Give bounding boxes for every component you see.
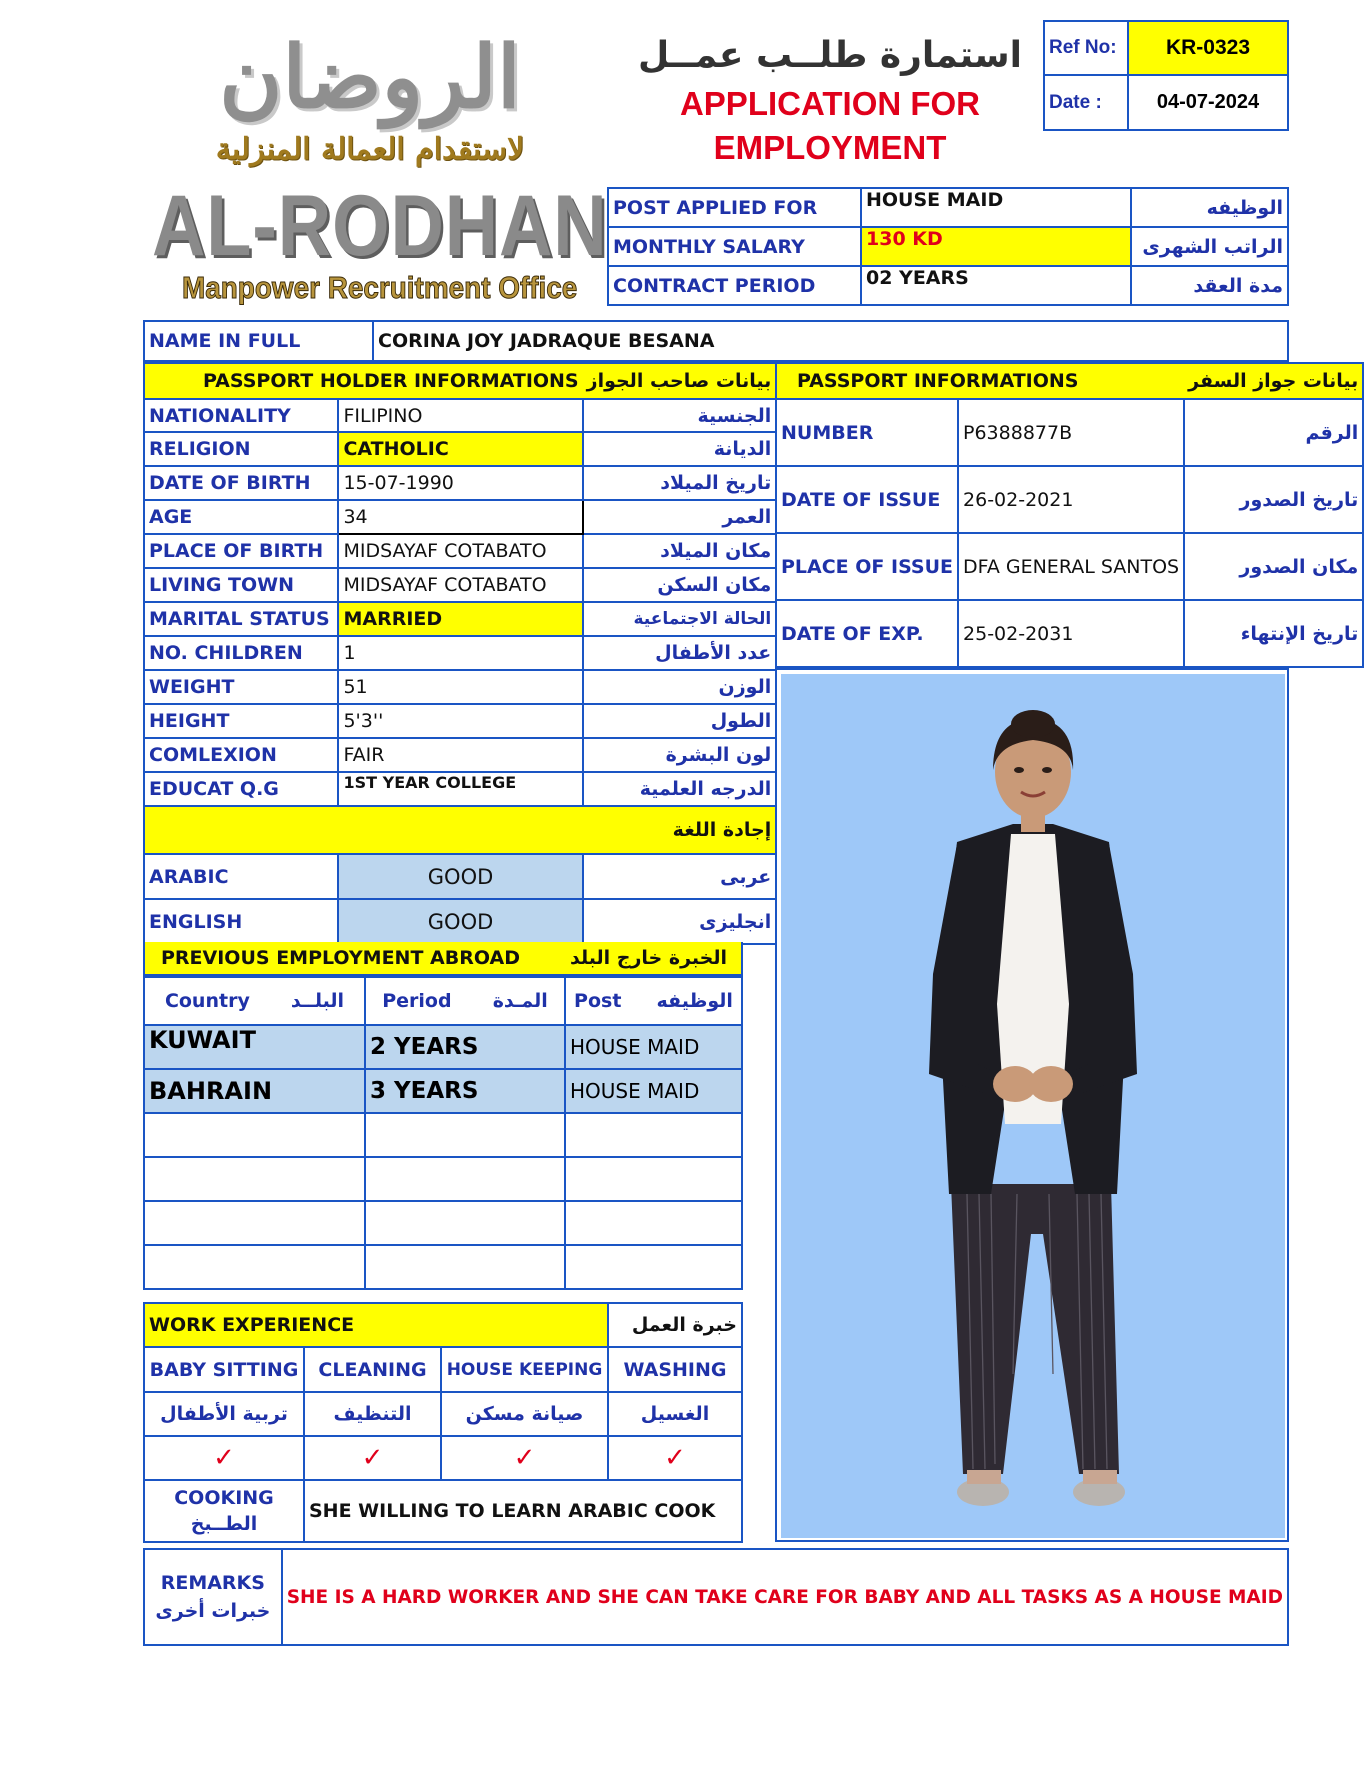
arabic-language-label: ARABIC: [144, 854, 338, 899]
place-of-issue-label-arabic: مكان الصدور: [1184, 533, 1363, 600]
logo-arabic-subtitle: لاستقدام العمالة المنزلية: [215, 132, 525, 167]
passport-number-label: NUMBER: [776, 399, 958, 466]
remarks-table: [143, 1548, 1289, 1646]
table-row: [144, 1157, 742, 1201]
col-post-label-arabic: الوظيفه: [656, 990, 733, 1012]
date-of-issue-value: 26-02-2021: [958, 466, 1184, 533]
work-experience-title-arabic: خبرة العمل: [608, 1303, 742, 1347]
contract-value: 02 YEARS: [861, 266, 1131, 305]
living-town-value: MIDSAYAF COTABATO: [338, 568, 582, 602]
passport-title-arabic: بيانات جواز السفر: [1184, 363, 1363, 399]
contract-label-arabic: مدة العقد: [1131, 266, 1288, 305]
post-label: POST APPLIED FOR: [608, 188, 861, 227]
ref-no-label: Ref No:: [1044, 21, 1128, 75]
weight-label: WEIGHT: [144, 670, 338, 704]
applicant-photo: [775, 668, 1289, 1542]
check-icon: ✓: [144, 1436, 304, 1480]
salary-value: 130 KD: [861, 227, 1131, 266]
dob-value: 15-07-1990: [338, 466, 582, 500]
name-label: NAME IN FULL: [144, 321, 373, 361]
contract-label: CONTRACT PERIOD: [608, 266, 861, 305]
previous-employment-table: [143, 976, 743, 1290]
religion-label: RELIGION: [144, 432, 338, 466]
children-label: NO. CHILDREN: [144, 636, 338, 670]
empty-cell: [365, 1157, 565, 1201]
table-row: [144, 1069, 742, 1113]
date-value: 04-07-2024: [1128, 75, 1288, 130]
empty-cell: [365, 1245, 565, 1289]
nationality-value: FILIPINO: [338, 399, 582, 432]
previous-country: BAHRAIN: [144, 1069, 365, 1113]
reference-table: [1043, 20, 1289, 131]
place-of-issue-label: PLACE OF ISSUE: [776, 533, 958, 600]
col-country-label-arabic: البلــد: [290, 990, 345, 1012]
language-title-arabic: إجادة اللغة: [144, 806, 776, 854]
name-value: CORINA JOY JADRAQUE BESANA: [373, 321, 1288, 361]
form-title-english-line1: APPLICATION FOR: [679, 85, 981, 122]
education-label-arabic: الدرجه العلمية: [583, 772, 777, 806]
post-value: HOUSE MAID: [861, 188, 1131, 227]
check-icon: ✓: [441, 1436, 608, 1480]
passport-table: [775, 362, 1364, 668]
age-label-arabic: العمر: [583, 500, 777, 534]
previous-post: HOUSE MAID: [565, 1069, 742, 1113]
name-table: [143, 320, 1289, 362]
col-country: [144, 977, 365, 1025]
cooking-label: COOKING: [174, 1487, 274, 1509]
applicant-photo-image: [781, 674, 1285, 1538]
passport-number-value: P6388877B: [958, 399, 1184, 466]
height-value: 5'3'': [338, 704, 582, 738]
empty-cell: [144, 1157, 365, 1201]
date-label: Date :: [1044, 75, 1128, 130]
english-language-label: ENGLISH: [144, 899, 338, 944]
empty-cell: [144, 1245, 365, 1289]
logo-arabic-name: الروضان: [219, 27, 521, 128]
col-period-label-arabic: المـدة: [492, 990, 548, 1012]
empty-cell: [565, 1157, 742, 1201]
table-row: [144, 1113, 742, 1157]
date-of-expiry-label-arabic: تاريخ الإنتهاء: [1184, 600, 1363, 667]
date-of-expiry-label: DATE OF EXP.: [776, 600, 958, 667]
holder-title-arabic: بيانات صاحب الجواز: [583, 363, 777, 399]
marital-status-value: MARRIED: [338, 602, 582, 636]
remarks-label-arabic: خبرات أخرى: [155, 1600, 271, 1622]
remarks-label: REMARKS: [160, 1572, 265, 1594]
skill-cleaning: CLEANING: [304, 1347, 441, 1392]
place-of-birth-label-arabic: مكان الميلاد: [583, 534, 777, 568]
education-value: 1ST YEAR COLLEGE: [338, 772, 582, 806]
skill-washing-arabic: الغسيل: [608, 1392, 742, 1436]
empty-cell: [365, 1201, 565, 1245]
skill-house-keeping: HOUSE KEEPING: [441, 1347, 608, 1392]
children-label-arabic: عدد الأطفال: [583, 636, 777, 670]
date-of-issue-label: DATE OF ISSUE: [776, 466, 958, 533]
table-row: [144, 1201, 742, 1245]
place-of-issue-value: DFA GENERAL SANTOS: [958, 533, 1184, 600]
english-language-value: GOOD: [338, 899, 582, 944]
religion-value: CATHOLIC: [338, 432, 582, 466]
company-logo: [140, 27, 608, 308]
arabic-language-value: GOOD: [338, 854, 582, 899]
logo-english-name: AL-RODHAN: [152, 178, 608, 274]
nationality-label-arabic: الجنسية: [583, 399, 777, 432]
skill-baby-sitting: BABY SITTING: [144, 1347, 304, 1392]
passport-number-label-arabic: الرقم: [1184, 399, 1363, 466]
marital-status-label-arabic: الحالة الاجتماعية: [583, 602, 777, 636]
skill-washing: WASHING: [608, 1347, 742, 1392]
form-title: [620, 30, 1040, 180]
salary-label-arabic: الراتب الشهرى: [1131, 227, 1288, 266]
dob-label: DATE OF BIRTH: [144, 466, 338, 500]
religion-label-arabic: الديانة: [583, 432, 777, 466]
cooking-value: SHE WILLING TO LEARN ARABIC COOK: [304, 1480, 742, 1542]
date-of-expiry-value: 25-02-2031: [958, 600, 1184, 667]
marital-status-label: MARITAL STATUS: [144, 602, 338, 636]
logo-english-subtitle: Manpower Recruitment Office: [182, 270, 578, 305]
table-row: [144, 1025, 742, 1069]
date-of-issue-label-arabic: تاريخ الصدور: [1184, 466, 1363, 533]
col-period: [365, 977, 565, 1025]
remarks-value: SHE IS A HARD WORKER AND SHE CAN TAKE CARE FOR BABY AND ALL TASKS AS A HOUSE MAID: [282, 1549, 1288, 1645]
post-table: [607, 187, 1289, 306]
previous-employment-title: PREVIOUS EMPLOYMENT ABROAD: [161, 947, 520, 969]
skill-cleaning-arabic: التنظيف: [304, 1392, 441, 1436]
skill-baby-sitting-arabic: تربية الأطفال: [144, 1392, 304, 1436]
height-label: HEIGHT: [144, 704, 338, 738]
col-country-label: Country: [164, 990, 250, 1012]
complexion-value: FAIR: [338, 738, 582, 772]
english-language-label-arabic: انجليزى: [583, 899, 777, 944]
previous-post: HOUSE MAID: [565, 1025, 742, 1069]
cooking-label-cell: [144, 1480, 304, 1542]
col-period-label: Period: [382, 990, 452, 1012]
salary-label: MONTHLY SALARY: [608, 227, 861, 266]
empty-cell: [365, 1113, 565, 1157]
previous-employment-header: [143, 942, 743, 976]
col-post: [565, 977, 742, 1025]
height-label-arabic: الطول: [583, 704, 777, 738]
arabic-language-label-arabic: عربى: [583, 854, 777, 899]
education-label: EDUCAT Q.G: [144, 772, 338, 806]
col-post-label: Post: [574, 990, 622, 1012]
table-row: [144, 1245, 742, 1289]
holder-table: [143, 362, 777, 945]
previous-country: KUWAIT: [144, 1025, 365, 1069]
complexion-label-arabic: لون البشرة: [583, 738, 777, 772]
empty-cell: [565, 1201, 742, 1245]
form-title-arabic: استمارة طلــب عمــل: [638, 35, 1022, 76]
work-experience-title: WORK EXPERIENCE: [144, 1303, 608, 1347]
holder-title: PASSPORT HOLDER INFORMATIONS: [144, 363, 583, 399]
skill-house-keeping-arabic: صيانة مسكن: [441, 1392, 608, 1436]
complexion-label: COMLEXION: [144, 738, 338, 772]
dob-label-arabic: تاريخ الميلاد: [583, 466, 777, 500]
empty-cell: [565, 1245, 742, 1289]
passport-title: PASSPORT INFORMATIONS: [776, 363, 1184, 399]
age-label: AGE: [144, 500, 338, 534]
check-icon: ✓: [304, 1436, 441, 1480]
work-experience-table: [143, 1302, 743, 1543]
form-title-english-line2: EMPLOYMENT: [713, 129, 947, 166]
empty-cell: [144, 1201, 365, 1245]
check-icon: ✓: [608, 1436, 742, 1480]
remarks-label-cell: [144, 1549, 282, 1645]
place-of-birth-value: MIDSAYAF COTABATO: [338, 534, 582, 568]
previous-period: 2 YEARS: [365, 1025, 565, 1069]
previous-period: 3 YEARS: [365, 1069, 565, 1113]
post-label-arabic: الوظيفه: [1131, 188, 1288, 227]
place-of-birth-label: PLACE OF BIRTH: [144, 534, 338, 568]
living-town-label-arabic: مكان السكن: [583, 568, 777, 602]
cooking-label-arabic: الطــبخ: [190, 1513, 258, 1535]
children-value: 1: [338, 636, 582, 670]
empty-cell: [565, 1113, 742, 1157]
empty-cell: [144, 1113, 365, 1157]
living-town-label: LIVING TOWN: [144, 568, 338, 602]
previous-employment-title-arabic: الخبرة خارج البلد: [570, 947, 727, 969]
weight-label-arabic: الوزن: [583, 670, 777, 704]
ref-no-value: KR-0323: [1128, 21, 1288, 75]
age-value: 34: [338, 500, 582, 534]
nationality-label: NATIONALITY: [144, 399, 338, 432]
weight-value: 51: [338, 670, 582, 704]
